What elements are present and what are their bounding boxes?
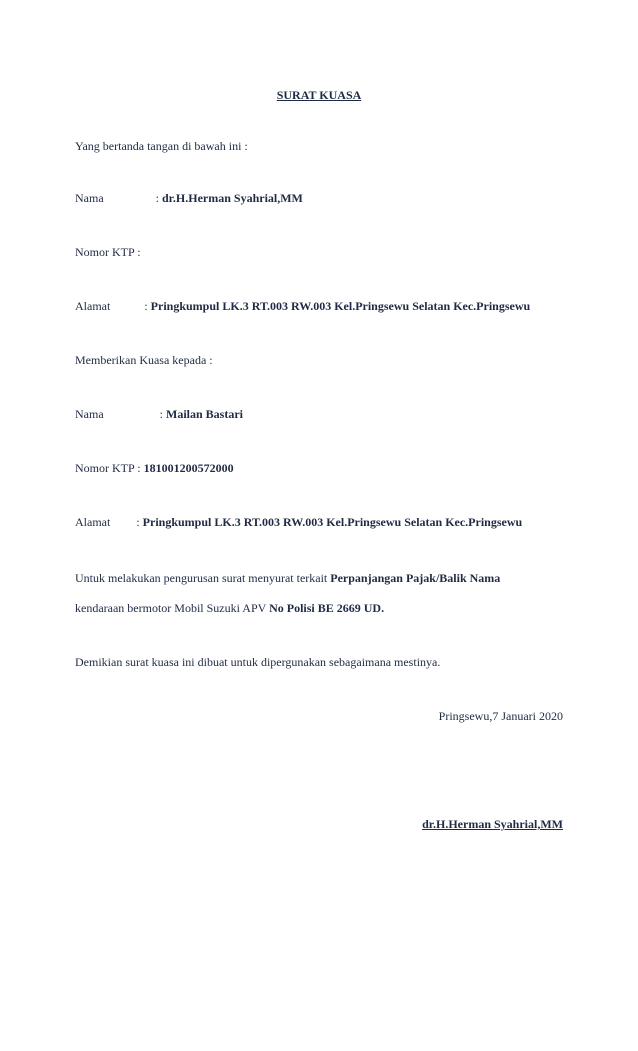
intro-text: Yang bertanda tangan di bawah ini : bbox=[75, 139, 248, 153]
grantor-name-row bbox=[75, 190, 303, 206]
document-title: SURAT KUASA bbox=[276, 88, 362, 102]
grantor-name-label: Nama bbox=[75, 191, 104, 205]
grantor-address-label: Alamat bbox=[75, 299, 111, 313]
grantee-address-label: Alamat bbox=[75, 515, 111, 529]
grantee-ktp-label: Nomor KTP : bbox=[75, 461, 141, 475]
grantor-ktp-label: Nomor KTP : bbox=[75, 245, 141, 259]
purpose-line-2-text: kendaraan bermotor Mobil Suzuki APV bbox=[75, 601, 270, 615]
purpose-line-1 bbox=[75, 570, 500, 586]
grantor-name-separator: : bbox=[155, 191, 159, 205]
grantee-ktp-value: 181001200572000 bbox=[143, 461, 234, 475]
purpose-line-2-bold: No Polisi BE 2669 UD. bbox=[269, 601, 385, 615]
place-date: Pringsewu,7 Januari 2020 bbox=[438, 709, 563, 723]
grantee-name-separator: : bbox=[159, 407, 163, 421]
grantee-ktp-row bbox=[75, 460, 234, 476]
grantor-address-value: Pringkumpul LK.3 RT.003 RW.003 Kel.Pringsewu Selatan Kec.Pringsewu bbox=[150, 299, 531, 313]
grantee-address-row bbox=[75, 514, 522, 530]
signatory-name: dr.H.Herman Syahrial,MM bbox=[422, 817, 563, 831]
grantee-name-label: Nama bbox=[75, 407, 104, 421]
grantee-address-separator: : bbox=[136, 515, 140, 529]
grantor-address-row bbox=[75, 298, 530, 314]
closing-statement: Demikian surat kuasa ini dibuat untuk dipergunakan sebagaimana mestinya. bbox=[75, 655, 441, 669]
grant-statement: Memberikan Kuasa kepada : bbox=[75, 353, 213, 367]
grantor-name-value: dr.H.Herman Syahrial,MM bbox=[162, 191, 303, 205]
grantee-address-value: Pringkumpul LK.3 RT.003 RW.003 Kel.Pringsewu Selatan Kec.Pringsewu bbox=[142, 515, 523, 529]
grantee-name-row bbox=[75, 406, 243, 422]
purpose-line-2 bbox=[75, 600, 384, 616]
grantee-name-value: Mailan Bastari bbox=[166, 407, 243, 421]
purpose-line-1-bold: Perpanjangan Pajak/Balik Nama bbox=[330, 571, 501, 585]
grantor-ktp-row bbox=[75, 244, 141, 260]
purpose-line-1-text: Untuk melakukan pengurusan surat menyurat terkait bbox=[75, 571, 331, 585]
grantor-address-separator: : bbox=[144, 299, 148, 313]
